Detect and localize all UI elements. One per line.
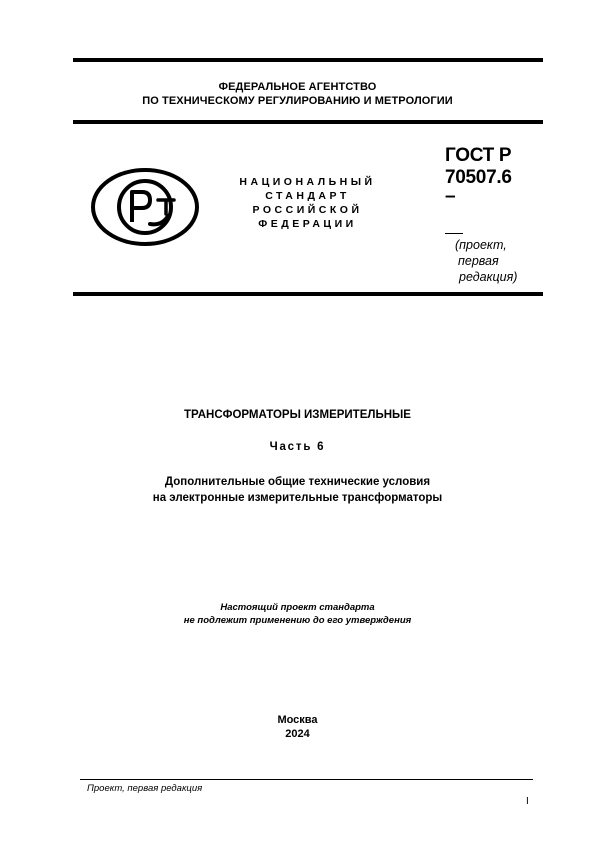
document-title: ТРАНСФОРМАТОРЫ ИЗМЕРИТЕЛЬНЫЕ bbox=[184, 409, 411, 421]
gost-underline bbox=[445, 233, 463, 234]
footer-note: Проект, первая редакция bbox=[87, 783, 203, 794]
national-line-1: НАЦИОНАЛЬНЫЙ bbox=[239, 176, 376, 188]
imprint-city: Москва bbox=[277, 714, 318, 726]
masthead-rule bbox=[73, 292, 543, 296]
national-standard-label bbox=[205, 175, 410, 231]
gost-number: 70507.6 bbox=[445, 167, 512, 188]
imprint-year: 2024 bbox=[285, 728, 310, 740]
notice-line-1: Настоящий проект стандарта bbox=[220, 602, 375, 613]
gost-designation bbox=[445, 145, 565, 205]
document-part: Часть 6 bbox=[269, 441, 326, 453]
draft-line-2: первая bbox=[458, 254, 499, 268]
footer-rule bbox=[80, 779, 533, 780]
subtitle-line-2: на электронные измерительные трансформаторы bbox=[152, 492, 443, 504]
national-line-2: СТАНДАРТ bbox=[265, 190, 350, 202]
header-rule bbox=[73, 120, 543, 124]
draft-notice bbox=[0, 601, 595, 627]
agency-line-2: ПО ТЕХНИЧЕСКОМУ РЕГУЛИРОВАНИЮ И МЕТРОЛОГИИ bbox=[142, 95, 453, 107]
notice-line-2: не подлежит применению до его утверждения bbox=[183, 615, 412, 626]
rst-emblem bbox=[90, 160, 200, 255]
national-line-4: ФЕДЕРАЦИИ bbox=[258, 218, 357, 230]
national-line-3: РОССИЙСКОЙ bbox=[252, 204, 363, 216]
subtitle-line-1: Дополнительные общие технические условия bbox=[164, 476, 431, 488]
gost-title: ГОСТ Р bbox=[445, 145, 512, 166]
page-number: I bbox=[526, 796, 529, 807]
document-subtitle bbox=[0, 474, 595, 506]
draft-status bbox=[455, 237, 565, 285]
rst-emblem-icon bbox=[90, 160, 200, 255]
draft-line-1: (проект, bbox=[455, 238, 507, 252]
gost-dash: – bbox=[445, 186, 456, 207]
top-rule bbox=[73, 58, 543, 62]
draft-line-3: редакция) bbox=[459, 270, 518, 284]
imprint bbox=[0, 713, 595, 741]
agency-header bbox=[0, 80, 595, 108]
agency-line-1: ФЕДЕРАЛЬНОЕ АГЕНТСТВО bbox=[218, 81, 377, 93]
